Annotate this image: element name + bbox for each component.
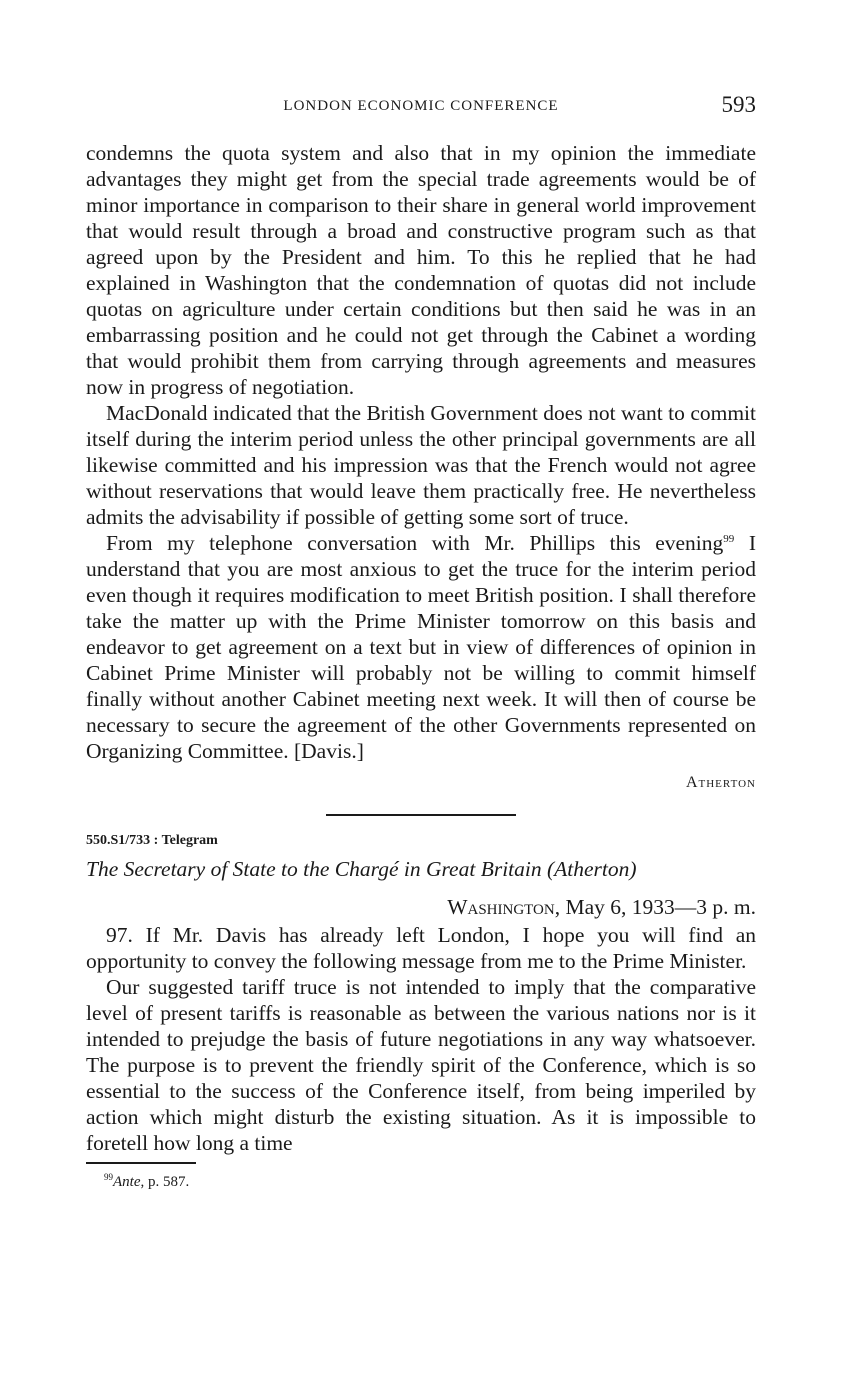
dateline [86,894,756,920]
footnote-ante: Ante [113,1174,141,1190]
section-divider [326,814,516,816]
running-head [86,92,756,126]
footnote-rule [86,1162,196,1164]
telegram-paragraph-2: Our suggested tariff truce is not intended to imply that the comparative level of present tariffs is reasonable as between the various nations nor is it intended to prejudge the basis of future negotiations in any way whatsoever. The purpose is to prevent the friendly spirit of the Conference, which is so essential to the success of the Conference itself, from being imperiled by action which might disturb the existing situation. As it is impossible to foretell how long a time [86,975,756,1155]
dateline-place: Washington [447,895,555,919]
file-reference: 550.S1/733 : Telegram [86,833,218,848]
footnote [86,1172,756,1192]
page [86,92,756,1192]
footnote-mark: 99 [104,1172,113,1182]
dateline-date: , May 6, 1933—3 p. m. [554,895,756,919]
footnote-page: , p. 587. [140,1174,190,1190]
paragraph-3-rest: I understand that you are most anxious to get the truce for the interim period even though it requires modification to meet British position. I shall therefore take the matter up with the Prime Minister tomorrow on this basis and endeavor to get agreement on a text but in view of differences of opinion in Cabinet Prime Minister will probably not be willing to commit himself finally without another Cabinet meeting next week. It will then of course be necessary to secure the agreement of the other Governments represented on Organizing Committee. [Davis.] [86,531,756,763]
paragraph-1: condemns the quota system and also that in my opinion the immediate advantages they might get from the special trade agreements would be of minor importance in comparison to their share in general world improvement that would result through a broad and constructive program such as that agreed upon by the President and him. To this he replied that he had explained in Washington that the condemnation of quotas did not include quotas on agriculture under certain conditions but then said he was in an embarrassing position and he could not get through the Cabinet a wording that would prohibit them from carrying through agreements and measures now in progress of negotiation. [86,141,756,399]
page-number: 593 [721,92,756,117]
paragraph-3-start: From my telephone conversation with Mr. Phillips this evening [106,531,724,555]
signature: Atherton [685,774,756,791]
paragraph-3 [86,530,756,764]
document-title: The Secretary of State to the Chargé in Great Britain (Atherton) [86,857,637,881]
telegram-paragraph-1: 97. If Mr. Davis has already left London, I hope you will find an opportunity to convey the following message from me to the Prime Minister. [86,923,756,973]
footnote-reference: 99 [723,532,735,545]
running-title: LONDON ECONOMIC CONFERENCE [283,98,559,114]
paragraph-2: MacDonald indicated that the British Government does not want to commit itself during the interim period unless the other principal governments are all likewise committed and his impression was that the French would not agree without reservations that would leave them practically free. He nevertheless admits the advisability if possible of getting some sort of truce. [86,401,756,529]
